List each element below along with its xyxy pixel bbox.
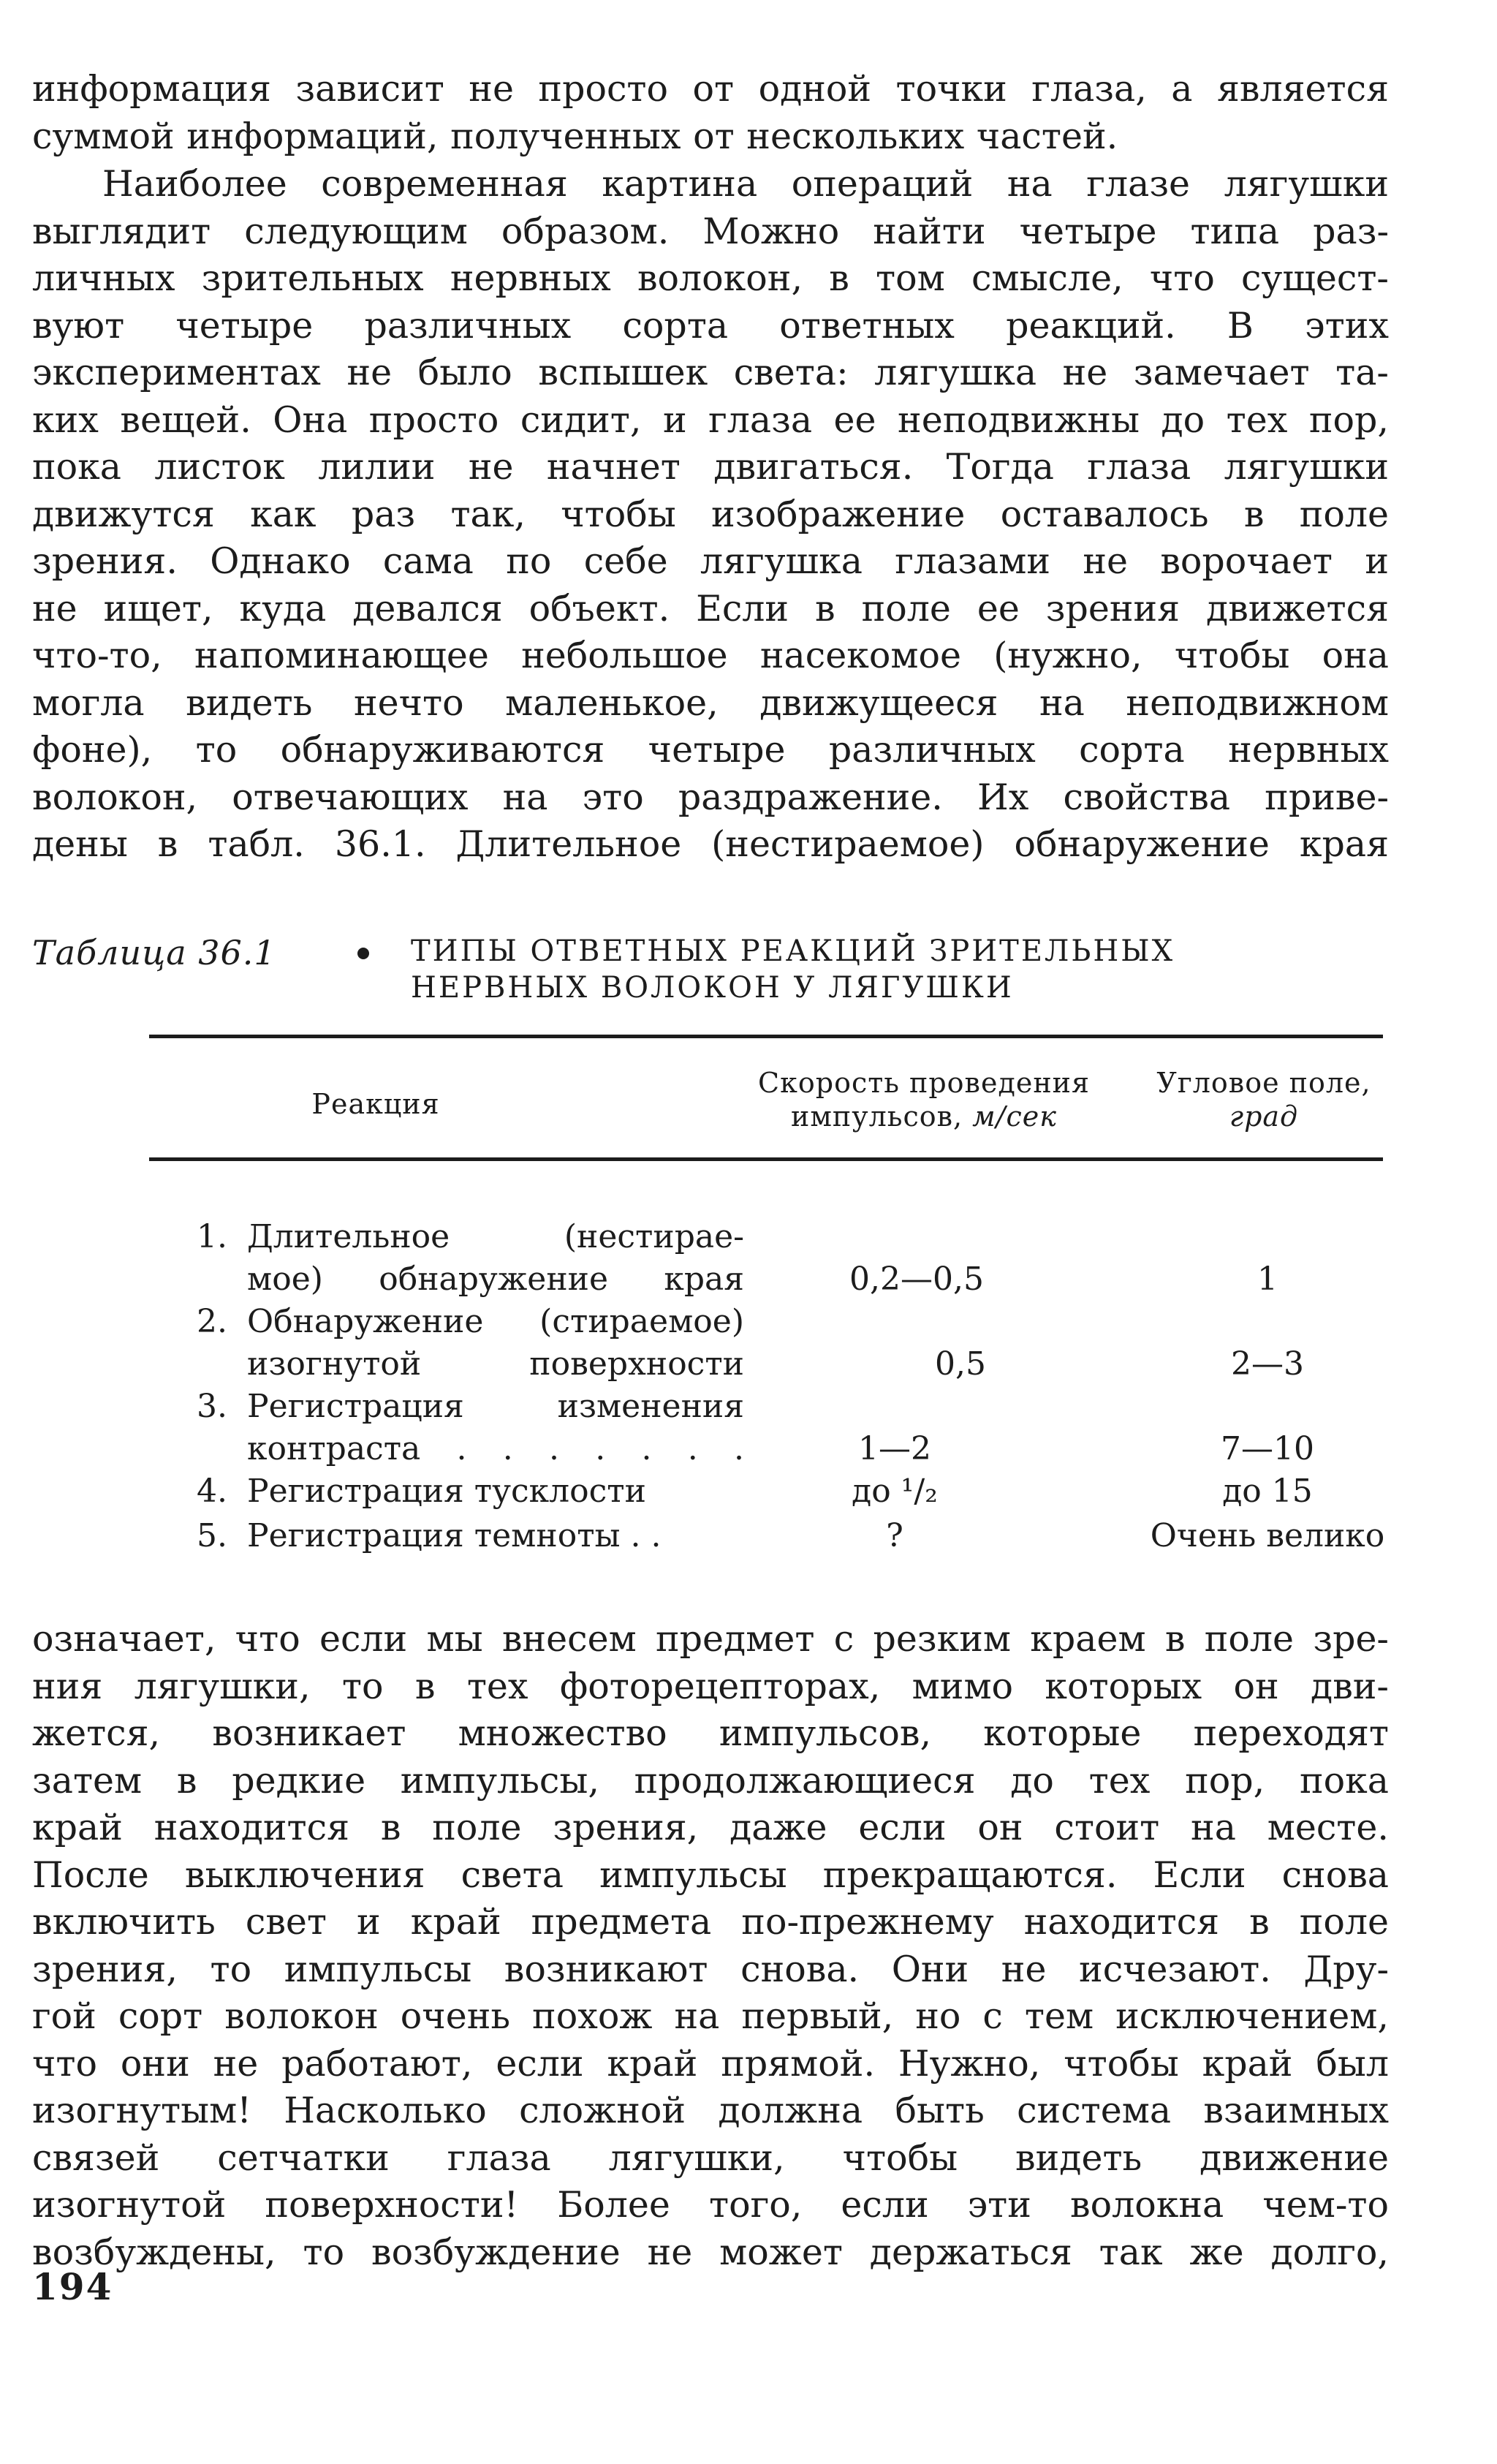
text-line: ких вещей. Она просто сидит, и глаза ее неподвижны до тех пор, xyxy=(32,398,1389,441)
row-angle: 2—3 xyxy=(1231,1345,1304,1383)
text-line: зрения, то импульсы возникают снова. Они не исчезают. Дру- xyxy=(32,1948,1389,1990)
table-top-rule xyxy=(149,1035,1383,1038)
column-header-unit: м/сек xyxy=(972,1100,1057,1133)
row-reaction xyxy=(247,1386,744,1470)
row-reaction xyxy=(247,1470,744,1513)
text-line: связей сетчатки глаза лягушки, чтобы видеть движение xyxy=(32,2136,1389,2179)
text-line: суммой информаций, полученных от нескольких частей. xyxy=(32,115,1118,157)
row-reaction-line: Регистрация изменения xyxy=(247,1388,744,1425)
text-line: не ищет, куда девался объект. Если в поле ее зрения движется xyxy=(32,587,1389,630)
row-number: 3. xyxy=(197,1388,227,1425)
text-line: изогнутым! Насколько сложной должна быть система взаимных xyxy=(32,2090,1389,2131)
column-header-text: Угловое поле, xyxy=(1156,1067,1371,1099)
row-number: 1. xyxy=(197,1218,227,1255)
row-reaction-line: Обнаружение (стираемое) xyxy=(247,1303,744,1340)
column-header-text xyxy=(705,1100,1143,1133)
text-line: могла видеть нечто маленькое, движущееся на неподвижном xyxy=(32,681,1389,724)
text-line: Наиболее современная картина операций на глазе лягушки xyxy=(102,163,1389,205)
text-line: край находится в поле зрения, даже если он стоит на месте. xyxy=(32,1807,1389,1848)
text-line: информация зависит не просто от одной точки глаза, а является xyxy=(32,68,1389,110)
column-header-text: Реакция xyxy=(311,1088,440,1120)
page-number: 194 xyxy=(32,2265,113,2308)
text-line: движутся как раз так, чтобы изображение оставалось в поле xyxy=(32,493,1389,535)
text-line: фоне), то обнаруживаются четыре различных сорта нервных xyxy=(32,729,1389,771)
text-line: пока листок лилии не начнет двигаться. Тогда глаза лягушки xyxy=(32,446,1389,488)
row-reaction-line: Регистрация тусклости xyxy=(247,1473,646,1510)
row-speed: 1—2 xyxy=(858,1430,931,1467)
book-page xyxy=(32,0,1389,2464)
text-line: волокон, отвечающих на это раздражение. Их свойства приве- xyxy=(32,776,1389,818)
row-angle: до 15 xyxy=(1222,1473,1313,1510)
row-speed: 0,2—0,5 xyxy=(849,1261,984,1298)
table-title xyxy=(411,933,1175,1006)
column-header-prefix: импульсов, xyxy=(791,1100,973,1133)
column-header-angle xyxy=(1140,1066,1388,1133)
row-reaction xyxy=(247,1301,744,1386)
text-line: ния лягушки, то в тех фоторецепторах, мимо которых он дви- xyxy=(32,1665,1389,1707)
column-header-speed xyxy=(705,1066,1143,1133)
table-title-line: НЕРВНЫХ ВОЛОКОН У ЛЯГУШКИ xyxy=(411,971,1014,1005)
text-line: включить свет и край предмета по-прежнему находится в поле xyxy=(32,1901,1389,1943)
row-reaction xyxy=(247,1216,744,1301)
column-header-reaction xyxy=(259,1087,493,1121)
text-line: жется, возникает множество импульсов, которые переходят xyxy=(32,1712,1389,1754)
text-line: затем в редкие импульсы, продолжающиеся до тех пор, пока xyxy=(32,1759,1389,1802)
row-angle: Очень велико xyxy=(1150,1517,1385,1554)
paragraph-1 xyxy=(32,66,1389,160)
row-speed: до ¹/₂ xyxy=(852,1473,938,1510)
row-reaction-line: контраста . . . . . . . xyxy=(247,1430,744,1467)
table-label: Таблица 36.1 xyxy=(32,933,276,972)
row-number: 4. xyxy=(197,1473,227,1510)
table-title-line: ТИПЫ ОТВЕТНЫХ РЕАКЦИЙ ЗРИТЕЛЬНЫХ xyxy=(411,934,1175,968)
text-line: что они не работают, если край прямой. Нужно, чтобы край был xyxy=(32,2042,1389,2085)
table-header-rule xyxy=(149,1157,1383,1161)
row-number: 2. xyxy=(197,1303,227,1340)
row-reaction-line: Длительное (нестирае- xyxy=(247,1218,744,1255)
column-header-unit: град xyxy=(1229,1100,1299,1133)
paragraph-3 xyxy=(32,1616,1389,2276)
row-reaction xyxy=(247,1515,744,1557)
table-caption xyxy=(32,933,1389,1028)
paragraph-2 xyxy=(32,161,1389,869)
row-reaction-line: мое) обнаружение края xyxy=(247,1261,744,1298)
bullet-icon xyxy=(357,948,369,959)
text-line: зрения. Однако сама по себе лягушка глазами не ворочает и xyxy=(32,540,1389,582)
text-line: личных зрительных нервных волокон, в том смысле, что сущест- xyxy=(32,257,1389,299)
row-angle: 7—10 xyxy=(1221,1430,1314,1467)
text-line: дены в табл. 36.1. Длительное (нестираемое) обнаружение края xyxy=(32,823,1389,865)
row-reaction-line: изогнутой поверхности xyxy=(247,1345,744,1383)
column-header-text: Скорость проведения xyxy=(758,1067,1090,1099)
text-line: После выключения света импульсы прекращаются. Если снова xyxy=(32,1853,1389,1896)
row-speed: 0,5 xyxy=(935,1345,986,1383)
text-line: возбуждены, то возбуждение не может держаться так же долго, xyxy=(32,2231,1389,2273)
text-line: изогнутой поверхности! Более того, если эти волокна чем-то xyxy=(32,2184,1389,2226)
row-angle: 1 xyxy=(1257,1261,1278,1298)
row-speed: ? xyxy=(886,1517,903,1554)
text-line: выглядит следующим образом. Можно найти четыре типа раз- xyxy=(32,210,1389,252)
text-line: что-то, напоминающее небольшое насекомое (нужно, чтобы она xyxy=(32,635,1389,676)
text-line: гой сорт волокон очень похож на первый, но с тем исключением, xyxy=(32,1995,1389,2037)
row-number: 5. xyxy=(197,1517,227,1554)
row-reaction-line: Регистрация темноты . . xyxy=(247,1517,662,1554)
text-line: означает, что если мы внесем предмет с резким краем в поле зре- xyxy=(32,1618,1389,1660)
text-line: экспериментах не было вспышек света: лягушка не замечает та- xyxy=(32,352,1389,393)
text-line: вуют четыре различных сорта ответных реакций. В этих xyxy=(32,304,1389,347)
